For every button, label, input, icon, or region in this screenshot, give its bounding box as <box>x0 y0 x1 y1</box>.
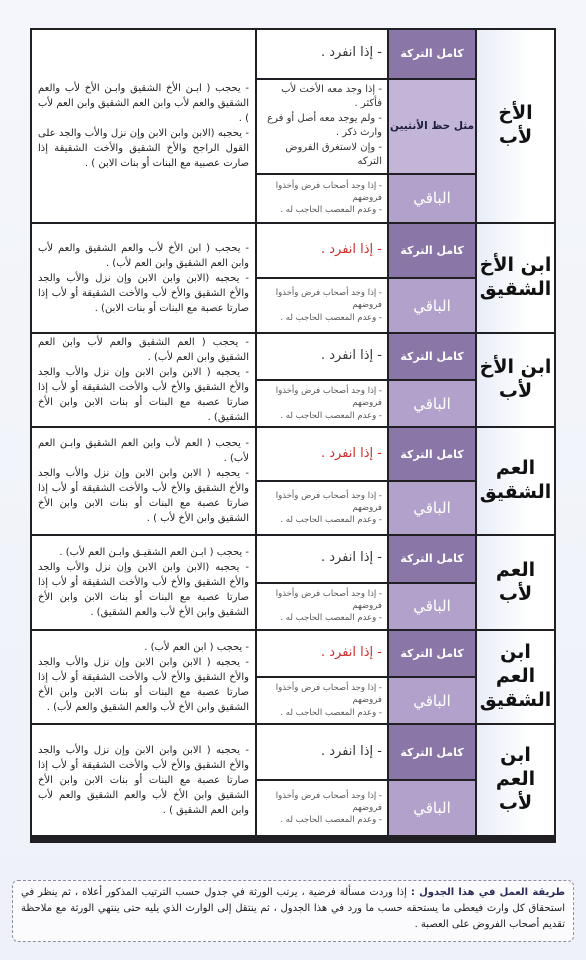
heir-cases <box>257 334 475 426</box>
case-conditions <box>257 381 387 426</box>
case-row <box>257 536 475 582</box>
case-condition-line: - إذا انفرد . <box>320 743 382 759</box>
heir-cases <box>257 536 475 629</box>
case-conditions <box>257 175 387 223</box>
case-condition-line: - إذا انفرد . <box>320 45 382 61</box>
case-condition-line: - إذا انفرد . <box>320 348 382 364</box>
blocking-rules <box>32 428 255 534</box>
blocking-rules <box>32 536 255 629</box>
case-condition-line: - وعدم المعصب الحاجب له . <box>280 515 382 526</box>
case-condition-line: - إذا وجد معه الأخت لأب فأكثر . <box>281 83 382 109</box>
case-type-label: كامل التركة <box>389 428 475 480</box>
heir-row <box>32 224 554 332</box>
case-conditions <box>257 482 387 534</box>
case-condition-line: - إذا وجد أصحاب فرض وأخذوا فروضهم <box>275 683 382 706</box>
usage-note <box>12 880 574 942</box>
case-type-label: كامل التركة <box>389 224 475 277</box>
case-type-label: كامل التركة <box>389 334 475 379</box>
blocking-rule: - يحجب ( ابـن الأخ الشقيق وابـن الأخ لأب والعم الشقيق والعم لأب وابن العم الشقيق وابن العم لأب ) . <box>38 83 249 124</box>
case-condition-line: - إذا وجد أصحاب فرض وأخذوا فروضهم <box>275 386 382 409</box>
blocking-rule: - يحجب ( ابن الأخ لأب والعم الشقيق والعم لأب وابن العم الشقيق وابن العم لأب) . <box>38 242 249 269</box>
heir-cases <box>257 30 475 222</box>
case-type-label: كامل التركة <box>389 631 475 676</box>
heir-cases <box>257 725 475 835</box>
heir-name: العم لأب <box>477 536 554 629</box>
case-conditions <box>257 678 387 723</box>
heir-row <box>32 428 554 534</box>
case-row <box>257 334 475 379</box>
heir-name: ابن العم لأب <box>477 725 554 835</box>
blocking-rule: - يحجب ( العم لأب وابن العم الشقيق وابـن العم لأب) . <box>38 438 249 464</box>
case-row <box>257 781 475 835</box>
case-condition-line: - وإن لاستغرق الفروض التركه <box>285 141 382 167</box>
inheritance-table <box>30 28 556 843</box>
case-condition-line: - إذا وجد أصحاب فرض وأخذوا فروضهم <box>275 490 382 513</box>
case-type-label: مثل حظ الأنثيين <box>389 80 475 173</box>
case-conditions <box>257 536 387 582</box>
case-conditions <box>257 279 387 332</box>
case-condition-line: - وعدم المعصب الحاجب له . <box>280 312 382 323</box>
case-row <box>257 80 475 173</box>
heir-cases <box>257 224 475 332</box>
usage-note-label: طريقة العمل في هذا الجدول : <box>410 887 565 898</box>
case-type-label: الباقي <box>389 482 475 534</box>
heir-row <box>32 725 554 835</box>
case-condition-line: - إذا انفرد . <box>320 550 382 566</box>
case-row <box>257 30 475 78</box>
case-row <box>257 482 475 534</box>
blocking-rules <box>32 224 255 332</box>
case-row <box>257 584 475 630</box>
case-condition-line: - إذا وجد أصحاب فرض وأخذوا فروضهم <box>275 588 382 612</box>
case-row <box>257 428 475 480</box>
blocking-rule: - يحجبه (الابن وابن الابن وإن نزل والأب والجد على القول الراجح والأخ الشقيق والأخت الشقيقة إذا صارت عصبية مع البنات أو بنات الابن ) . <box>38 128 249 169</box>
case-type-label: كامل التركة <box>389 30 475 78</box>
case-conditions <box>257 224 387 277</box>
case-type-label: كامل التركة <box>389 725 475 779</box>
heir-name: الأخ لأب <box>477 30 554 222</box>
blocking-rule: - يحجب ( العم الشقيق والعم لأب وابن العم الشقيق وابن العم لأب) . <box>38 337 249 363</box>
heir-name: ابن الأخ لأب <box>477 334 554 426</box>
case-row <box>257 725 475 779</box>
case-condition-line: - إذا وجد أصحاب فرض وأخذوا فروضهم <box>275 180 382 204</box>
heir-cases <box>257 428 475 534</box>
case-condition-line: - إذا انفرد . <box>320 445 382 461</box>
case-condition-line: - إذا وجد أصحاب فرض وأخذوا فروضهم <box>275 288 382 311</box>
blocking-rule: - يحجبه ( الابن وابن الابن وإن نزل والأب والجد والأخ الشقيق والأخ لأب والأخت الشقيقة أو لأب إذا صارتا عصبة مع البنات أو بنات الابن وابن الأخ الشقيق وابن الأخ لأب والعم الشقيق والعم لأب) . <box>38 656 249 713</box>
blocking-rule: - يحجبه ( الابن وابن الابن وإن نزل والأب والجد والأخ الشقيق والأخ لأب والأخت الشقيقة أو لأب إذا صارتا عصبة مع البنات أو بنات الابن وابن الأخ الشقيق وابن الأخ لأب والعم الشقيق والعم لأب وابن العم الشقيق ) . <box>38 744 249 816</box>
case-conditions <box>257 334 387 379</box>
blocking-rule: - يحجبه (الابن وابن الابن وإن نزل والأب والجد والأخ الشقيق والأخ لأب والأخت الشقيقة أو لأب إذا صارتا عصبة مع البنات أو بنات الابن وابن الأخ الشقيق وابن الأخ لأب والعم الشقيق) . <box>38 562 249 618</box>
heir-row <box>32 631 554 723</box>
case-row <box>257 678 475 723</box>
blocking-rules <box>32 631 255 723</box>
case-conditions <box>257 725 387 779</box>
blocking-rules <box>32 30 255 222</box>
case-conditions <box>257 428 387 480</box>
blocking-rule: - يحجب ( ابن العم لأب) . <box>144 641 249 653</box>
case-row <box>257 224 475 277</box>
case-condition-line: - وعدم المعصب الحاجب له . <box>280 815 382 826</box>
case-type-label: الباقي <box>389 381 475 426</box>
case-condition-line: - إذا انفرد . <box>320 242 382 258</box>
case-conditions <box>257 781 387 835</box>
usage-note-text: إذا وردت مسألة فرضية ، يرتب الورثة في جدول حسب الترتيب المذكور أعلاه ، ثم ينظر في استحقاق كل وارث فيعطى ما يستحقه حسب ما ورد في هذا الجدول ، ثم ينتقل إلى الوارث الذي يليه حتى ينتهي الورثة مع ملاحظة تقديم أصحاب الفروض على العصبة . <box>21 887 565 930</box>
case-conditions <box>257 80 387 173</box>
case-type-label: الباقي <box>389 678 475 723</box>
case-type-label: الباقي <box>389 279 475 332</box>
case-type-label: الباقي <box>389 781 475 835</box>
heir-name: ابن العم الشقيق <box>477 631 554 723</box>
case-type-label: الباقي <box>389 175 475 223</box>
case-row <box>257 381 475 426</box>
heir-cases <box>257 631 475 723</box>
blocking-rules <box>32 334 255 426</box>
case-condition-line: - وعدم المعصب الحاجب له . <box>280 205 382 216</box>
case-condition-line: - ولم يوجد معه أصل أو فرع وارث ذكر . <box>267 112 382 138</box>
case-condition-line: - وعدم المعصب الحاجب له . <box>280 613 382 624</box>
heir-row <box>32 536 554 629</box>
blocking-rule: - يحجبه ( الابن وابن الابن وإن نزل والأب والجد والأخ الشقيق والأخ لأب والأخت الشقيقة أو لأب إذا صارتا عصبة مع البنات أو بنات الابن وابن الأخ الشقيق وابن الأخ لأب ) . <box>38 468 249 524</box>
case-condition-line: - وعدم المعصب الحاجب له . <box>280 410 382 421</box>
case-type-label: كامل التركة <box>389 536 475 582</box>
case-row <box>257 175 475 223</box>
heir-row <box>32 334 554 426</box>
heir-row <box>32 30 554 222</box>
heir-name: ابن الأخ الشقيق <box>477 224 554 332</box>
case-condition-line: - وعدم المعصب الحاجب له . <box>280 707 382 718</box>
blocking-rule: - يحجبه (الابن وابن الابن وإن نزل والأب والجد والأخ الشقيق والأخ لأب والأخت الشقيقة أو لأب إذا صارتا عصبة مع البنات أو بنات الابن) . <box>38 272 249 314</box>
case-type-label: الباقي <box>389 584 475 630</box>
case-row <box>257 631 475 676</box>
blocking-rule: - يحجب ( ابـن العم الشقيـق وابـن العم لأب) . <box>59 547 249 558</box>
blocking-rules <box>32 725 255 835</box>
case-condition-line: - إذا انفرد . <box>320 645 382 661</box>
case-conditions <box>257 584 387 630</box>
case-conditions <box>257 631 387 676</box>
blocking-rule: - يحجبه ( الابن وابن الابن وإن نزل والأب والجد والأخ الشقيق والأخ لأب والأخت الشقيقة أو لأب إذا صارتا عصبة مع البنات أو بنات الابن وابن الأخ الشقيق) . <box>38 367 249 423</box>
case-row <box>257 279 475 332</box>
case-condition-line: - إذا وجد أصحاب فرض وأخذوا فروضهم <box>275 790 382 813</box>
case-conditions <box>257 30 387 78</box>
heir-name: العم الشقيق <box>477 428 554 534</box>
